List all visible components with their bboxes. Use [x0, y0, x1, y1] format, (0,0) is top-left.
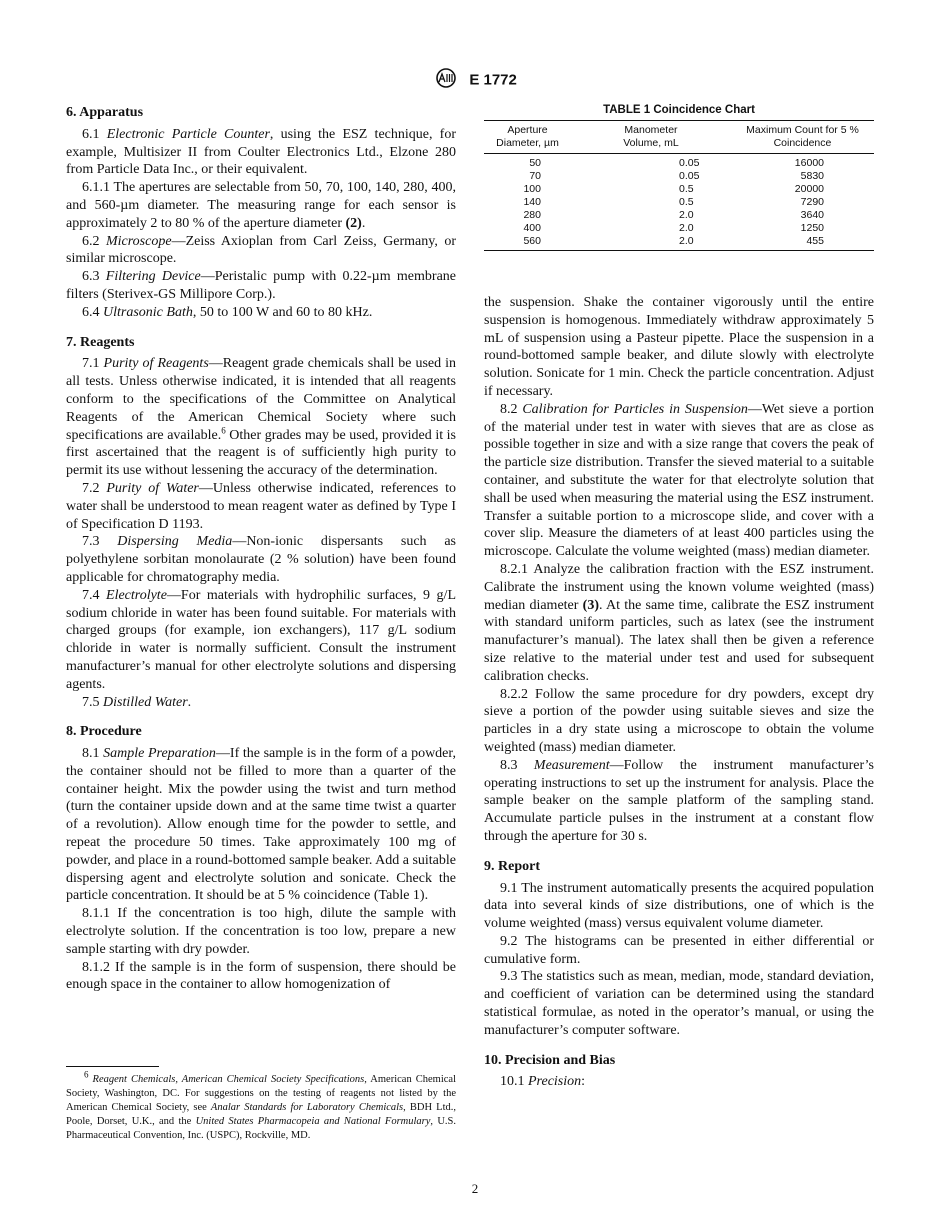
para-7-1: 7.1 Purity of Reagents—Reagent grade chemicals shall be used in all tests. Unless otherwise indicated, it is intended that all reagents conform to the specifications of the Committee on Analytical Reagents of the American Chemical Society where such specifications are available.$^6$ Other grades may be used, provided it is first ascertained that the reagent is of sufficiently high purity to permit its use without lessening the accuracy of the determination.: [66, 356, 457, 479]
col-header-max-count: Maximum Count for 5 % Coincidence: [731, 121, 874, 154]
section-10-heading: 10. Precision and Bias: [484, 1052, 616, 1068]
para-8-1-2-continued: the suspension. Shake the container vigorously until the entire suspension is homogenous. Immediately withdraw approximately 5 mL of suspension using a Pasteur pipette. Place the suspension in a round-bottomed sample beaker, and dilute slowly with electrolyte solution. Sonicate for 1 min. Check the particle concentration. Adjust if necessary.: [484, 295, 874, 399]
para-6-1-1: 6.1.1 The apertures are selectable from 50, 70, 100, 140, 280, 400, and 560-µm diameter. The measuring range for each sensor is approximately 2 to 80 % of the aperture diameter (2).: [66, 180, 456, 231]
standard-code: E 1772: [469, 71, 517, 89]
astm-logo-icon: [433, 68, 459, 92]
para-10-1: 10.1 Precision:: [500, 1074, 586, 1090]
section-8-heading: 8. Procedure: [66, 724, 142, 740]
table-row: 140 0.5 7290: [523, 196, 824, 208]
para-8-2-1: 8.2.1 Analyze the calibration fraction with the ESZ instrument. Calibrate the instrument using the known volume weighted (mass) median diameter (3). At the same time, calibrate the ESZ instrument with standard uniform particles, such as latex (see the instrument manufacturer’s manual). The latex shall then be given a reference size relative to the material under test and used for subsequent calibration checks.: [484, 561, 874, 684]
para-7-3: 7.3 Dispersing Media—Non-ionic dispersants such as polyethylene sorbitan monolaurate (2 % solution) have been found applicable for chromatography media.: [66, 534, 456, 585]
para-7-2: 7.2 Purity of Water—Unless otherwise indicated, references to water shall be understood to mean reagent water as defined by Type I of Specification D 1193.: [66, 480, 457, 532]
col-header-volume: Manometer Volume, mL: [571, 121, 731, 154]
table-row: 400 2.0 1250: [523, 222, 824, 234]
page-number: 2: [471, 1181, 479, 1196]
section-9-heading: 9. Report: [484, 858, 540, 874]
table-row: 70 0.05 5830: [529, 170, 824, 182]
para-8-1: 8.1 Sample Preparation—If the sample is in the form of a powder, the container should not be filled to more than a quarter of the container height. Mix the powder using the twist and turn method (turn the container upside down and at the same time twist a quarter of a revolution). Allow enough time for the powder to settle, and repeat the procedure 50 times. Take approximately 100 mg of powder, and place in a round-bottomed sample beaker. Add a suitable dispersing agent and electrolyte solution and sonicate. Check the particle concentration. It should be at 5 % coincidence (Table 1).: [66, 746, 456, 904]
coincidence-table: [484, 120, 874, 251]
page-header: [0, 68, 950, 92]
para-8-1-1: 8.1.1 If the concentration is too high, dilute the sample with electrolyte solution. If the concentration is too low, prepare a new sample starting with dry powder.: [66, 906, 456, 957]
footnote-ref[interactable]: 6: [221, 424, 226, 435]
para-6-2: 6.2 Microscope—Zeiss Axioplan from Carl Zeiss, Germany, or similar microscope.: [66, 233, 456, 267]
section-7-heading: 7. Reagents: [66, 334, 135, 350]
para-8-1-2: 8.1.2 If the sample is in the form of suspension, there should be enough space in the container to allow homogenization of: [66, 959, 456, 993]
footnote-rule: [66, 1066, 159, 1067]
para-9-2: 9.2 The histograms can be presented in either differential or cumulative form.: [484, 933, 874, 967]
table-row: 280 2.0 3640: [523, 209, 824, 221]
para-6-1: 6.1 Electronic Particle Counter, using the ESZ technique, for example, Multisizer II from Coulter Electronics Ltd., Elzone 280 from Particle Data Inc., or their equivalent.: [66, 126, 457, 178]
right-column: [484, 294, 874, 1091]
left-column: [66, 104, 456, 994]
footnote: [66, 1066, 456, 1143]
col-header-aperture: Aperture Diameter, µm: [484, 121, 571, 154]
table-row: 560 2.0 455: [523, 235, 824, 247]
footnote-6: $^6$ Reagent Chemicals, American Chemical Society Specifications, American Chemical Society, Washington, DC. For suggestions on the testing of reagents not listed by the American Chemical Society, see Analar Standards for Laboratory Chemicals, BDH Ltd., Poole, Dorset, U.K., and the United States Pharmacopeia and National Formulary, U.S. Pharmaceutical Convention, Inc. (USPC), Rockville, MD.: [66, 1069, 456, 1141]
coincidence-table-block: [484, 104, 874, 251]
table-header-row: [484, 121, 874, 154]
para-9-3: 9.3 The statistics such as mean, median, mode, standard deviation, and coefficient of variation can be determined using the standard statistical formulae, as noted in the operator’s manual, or using the manufacturer’s computer software.: [484, 969, 874, 1038]
table-title: TABLE 1 Coincidence Chart: [603, 104, 755, 116]
para-7-4: 7.4 Electrolyte—For materials with hydrophilic surfaces, 9 g/L sodium chloride in water has been found suitable. For materials with charged groups (for example, ion exchangers), 117 g/L sodium chloride in water is normally sufficient. Consult the instrument manufacturer’s manual for other electrolyte solutions and dispersing agents.: [66, 587, 456, 692]
section-6-heading: 6. Apparatus: [66, 105, 144, 120]
table-row: 50 0.05 16000: [529, 157, 824, 169]
para-8-2-2: 8.2.2 Follow the same procedure for dry powders, except dry sieve a portion of the powder using suitable sieves and size the particles in a dry state using a microscope to obtain the volume weighted (mass) median diameter.: [484, 686, 874, 755]
para-6-4: 6.4 Ultrasonic Bath, 50 to 100 W and 60 to 80 kHz.: [82, 304, 373, 320]
para-7-5: 7.5 Distilled Water.: [82, 694, 192, 710]
para-8-2: 8.2 Calibration for Particles in Suspension—Wet sieve a portion of the material under test in water with sieves that are as close as possible together in size and with a size range that covers the peak of the particle size distribution. Transfer the sieved material to a suitable container, and substitute the water for that electrolyte solution that shall be used when measuring the material using the ESZ instrument. Transfer a suitable portion to a microscope slide, and cover with a cover slip. Measure the diameters of at least 400 particles using the microscope. Calculate the volume weighted (mass) median diameter.: [484, 401, 874, 560]
table-row: 100 0.5 20000: [523, 183, 824, 195]
para-8-3: 8.3 Measurement—Follow the instrument manufacturer’s operating instructions to set up the instrument for analysis. Place the sample beaker on the sample platform of the sampling stand. Accumulate particle pulses in the instrument at a constant flow through the aperture for 30 s.: [484, 757, 875, 844]
para-9-1: 9.1 The instrument automatically presents the acquired population data into several kinds of size distributions, one of which is the volume weighted (mass) versus equivalent volume diameter.: [484, 880, 874, 932]
para-6-3: 6.3 Filtering Device—Peristalic pump with 0.22-µm membrane filters (Sterivex-GS Millipore Corp.).: [66, 269, 456, 302]
